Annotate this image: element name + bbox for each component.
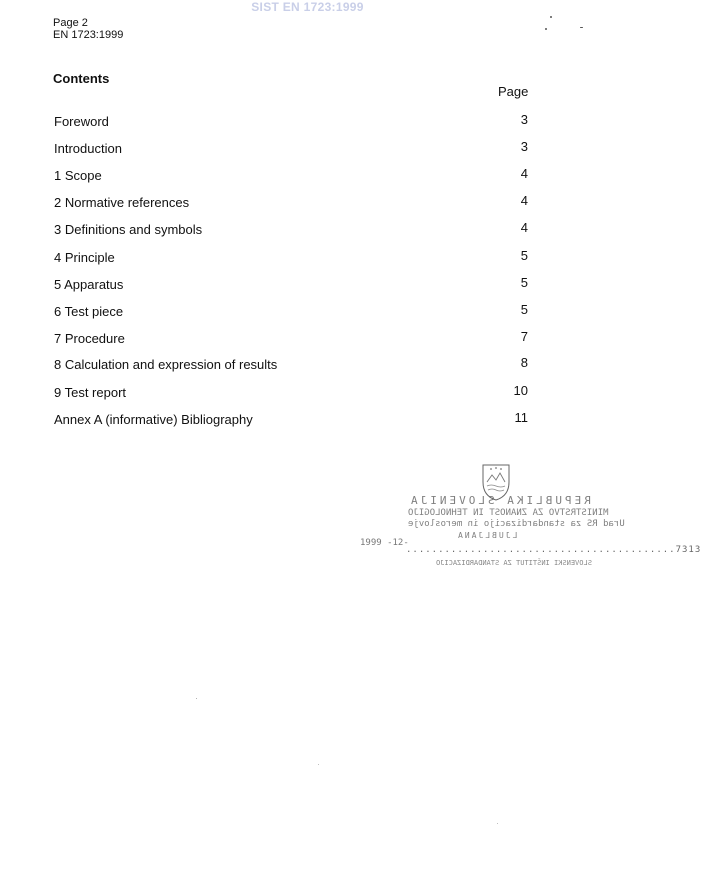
toc-item [0, 168, 615, 186]
toc-label: Foreword [54, 114, 109, 129]
toc-label: 2 Normative references [54, 195, 190, 210]
toc-item [0, 304, 615, 322]
toc-label: 8 Calculation and expression of results [54, 357, 278, 372]
stamp-line: MINISTRSTVO ZA ZNANOST IN TEHNOLOGIJO [408, 508, 609, 518]
scan-speck [545, 28, 547, 30]
toc-page: 4 [520, 193, 528, 208]
toc-page: 3 [520, 139, 528, 154]
toc-label: 6 Test piece [54, 304, 124, 319]
document-id: EN 1723:1999 [53, 29, 124, 41]
toc-label: Introduction [54, 141, 122, 156]
toc-page: 3 [520, 112, 528, 127]
toc-page: 11 [514, 410, 528, 425]
scan-speck [196, 698, 197, 699]
scan-speck [318, 764, 319, 765]
scan-speck [580, 27, 583, 28]
toc-item [0, 114, 615, 132]
official-stamp [360, 460, 701, 580]
toc-item [0, 412, 615, 430]
toc-item [0, 195, 615, 213]
page-column-heading: Page [498, 84, 529, 99]
toc-page: 5 [520, 302, 528, 317]
toc-page: 4 [520, 220, 528, 235]
contents-title: Contents [53, 71, 110, 86]
page-number: Page 2 [53, 17, 88, 29]
toc-page: 7 [520, 329, 528, 344]
toc-label: 1 Scope [54, 168, 102, 183]
stamp-date: 1999 -12- [360, 538, 409, 548]
toc-item [0, 141, 615, 159]
stamp-line: REPUBLIKA SLOVENIJA [408, 494, 591, 507]
toc-label: 9 Test report [54, 385, 127, 400]
toc-item [0, 385, 615, 403]
scan-speck [550, 16, 552, 18]
stamp-signature-line: ..........................................7313 [406, 545, 701, 555]
toc-label: 7 Procedure [54, 331, 125, 346]
toc-page: 8 [520, 355, 528, 370]
toc-item [0, 222, 615, 240]
toc-page: 10 [513, 383, 528, 398]
toc-item [0, 277, 615, 295]
toc-page: 5 [520, 275, 528, 290]
stamp-line: Urad RS za standardizacijo in meroslovje [408, 519, 625, 529]
toc-label: 3 Definitions and symbols [54, 222, 203, 237]
stamp-footer: SLOVENSKI INŠTITUT ZA STANDARDIZACIJO [436, 559, 592, 567]
toc-label: Annex A (informative) Bibliography [54, 412, 253, 427]
toc-item [0, 250, 615, 268]
watermark: SIST EN 1723:1999 [251, 0, 364, 14]
toc-label: 4 Principle [54, 250, 115, 265]
toc-item [0, 331, 615, 349]
scan-speck [497, 823, 498, 824]
toc-page: 5 [520, 248, 528, 263]
toc-label: 5 Apparatus [54, 277, 124, 292]
stamp-line: LJUBLJANA [456, 531, 518, 540]
toc-item [0, 357, 615, 375]
toc-page: 4 [520, 166, 528, 181]
